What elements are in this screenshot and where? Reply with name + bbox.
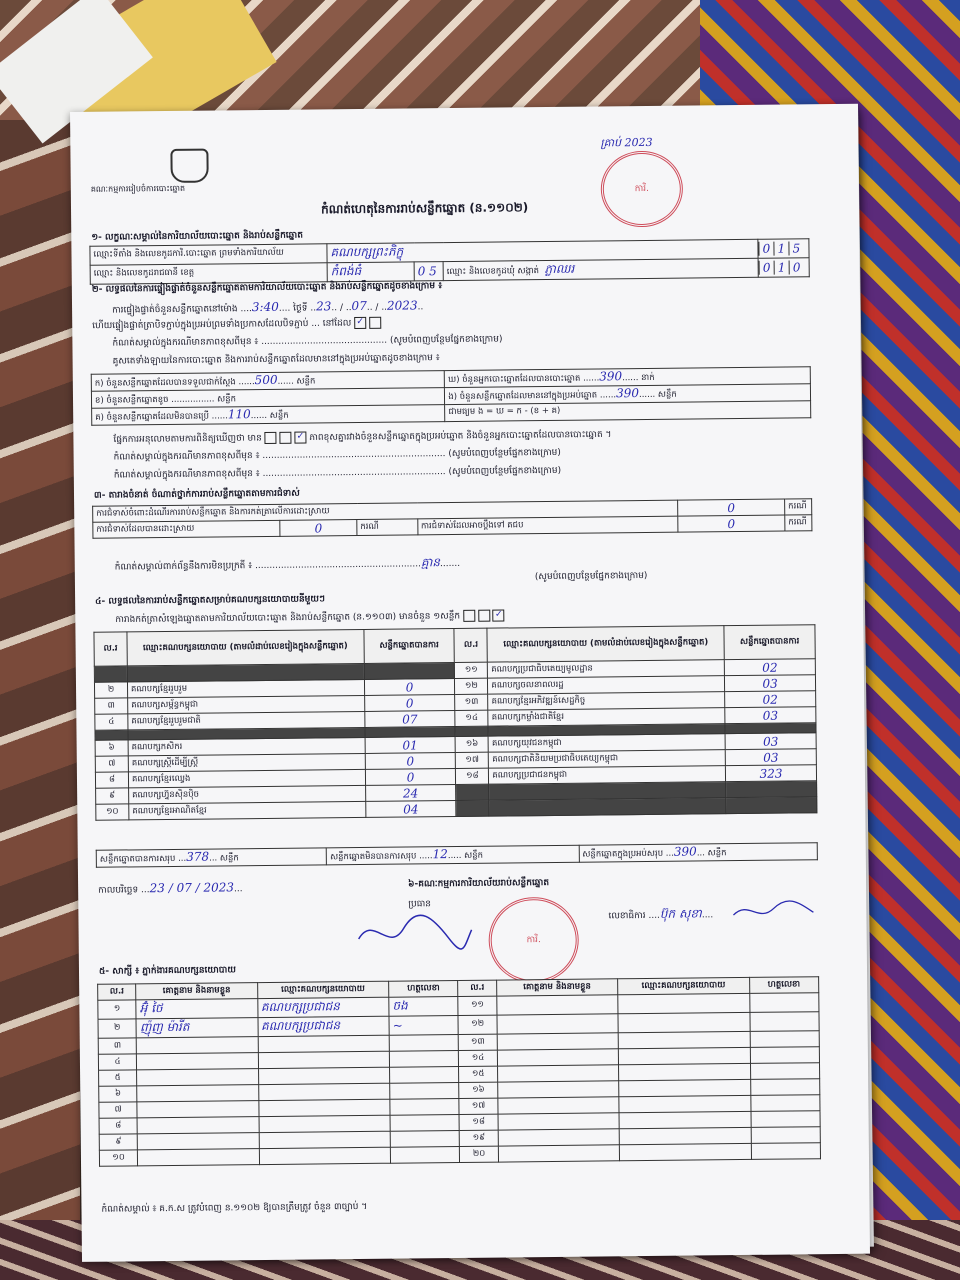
witness-empty-cell (618, 1012, 750, 1032)
witness-party (259, 1115, 391, 1132)
witness-party (258, 1067, 390, 1084)
witness-no: ៦ (99, 1086, 137, 1102)
witness-sig (390, 1082, 460, 1099)
station-table (89, 238, 809, 285)
witness-sig: ចង (389, 996, 459, 1016)
party-no: ១៦ (455, 736, 488, 752)
witness-party (259, 1147, 391, 1164)
party-votes: 0 (365, 752, 456, 769)
witness-no: ៣ (98, 1038, 136, 1054)
party-no: ១០ (96, 804, 129, 820)
party-name: គណបក្សចលនាពលរដ្ឋ (488, 676, 725, 694)
witness-empty-cell (497, 1049, 618, 1066)
witness-sig (389, 1050, 459, 1067)
witness-party (258, 1083, 390, 1100)
party-name: គណបក្សកម្លាំងជាតិខ្មែរ (488, 708, 725, 726)
witness-empty-cell (618, 1047, 750, 1064)
party-name: គណបក្សប្រជាធិបតេយ្យមូលដ្ឋាន (488, 660, 725, 678)
total-valid: សន្លឹកឆ្នោតបានការសរុប ...378... សន្លឹក (96, 848, 326, 867)
witness-no: ៩ (99, 1134, 137, 1150)
witness-no: ១៧ (459, 1098, 497, 1114)
party-votes: 01 (365, 736, 456, 753)
witness-no: ១៦ (459, 1082, 497, 1098)
reason-note-1: កំណត់សម្គាល់ក្នុងករណីមានភាពខុសពីមុន ៖ ................................................................ (សូមបំពេញបន្ថែមផ្នែកខាងក្រោម) (113, 447, 561, 463)
witness-empty-cell (497, 1033, 618, 1050)
witness-empty-cell (751, 1127, 821, 1144)
background-left (0, 120, 80, 1280)
witness-no: ៤ (98, 1054, 136, 1070)
month-value: 07 (351, 298, 367, 314)
witness-table: ល.រ គោត្តនាម និងនាមខ្លួន ឈ្មោះគណបក្សនយោបាយ ហត្ថលេខា ល.រ គោត្តនាម និងនាមខ្លួន ឈ្មោះគណបក្សនយោបាយ ហត្ថលេខា ១ អ៊ុំ ថៃ គណបក្សប្រជាជន ចង ១១ ២ ញ៉ុញ ម៉ារីត គណបក្សប្រជាជន ~ ១២ ៣ ១៣ ៤ ១៤ ៥ ១៥ ៦ ១៦ ៧ ១៧ ៨ ១៨ ៩ ១៩ ១០ ២០ (97, 976, 821, 1167)
witness-empty-cell (497, 995, 618, 1015)
secretary-label: លេខាធិការ ....ប៊ុក សុខា.... (608, 906, 714, 922)
reason-line: ផ្នែកការអនុលោមតាមការពិនិត្យឃើញថា មាន ✓ ភាពខុសគ្នារវាងចំនួនសន្លឹកឆ្នោតក្នុងប្រអប់ឆ្នោត និងចំនួនអ្នកបោះឆ្នោតដែលបានបោះឆ្នោត ។ (113, 429, 612, 446)
witness-empty-cell (497, 1081, 618, 1098)
objection-table: ការជំទាស់ចំពោះដំណើរការរាប់សន្លឹកឆ្នោត និងការកត់ត្រាលើការដោះស្រាយ 0 ករណី ការជំទាស់ដែលបានដោះស្រាយ 0 ករណី ការជំទាស់ដែលអាចប្តឹងទៅ គជប 0 ករណី (92, 498, 812, 539)
witness-empty-cell (498, 1129, 619, 1146)
witness-empty-cell (751, 1143, 821, 1160)
chair-label: ប្រធាន (408, 899, 432, 910)
witness-party: គណបក្សប្រជាជន (258, 1016, 390, 1036)
witness-empty-cell (618, 1063, 750, 1080)
witness-empty-cell (750, 1063, 820, 1080)
document-sheet (70, 104, 870, 1262)
section-3-title: ៣- តារាងចំនាត់ ចំណាត់ថ្នាក់ការរាប់សន្លឹកឆ្នោតតាមការជំទាស់ (93, 488, 300, 501)
doc-title: កំណត់ហេតុនៃការរាប់សន្លឹកឆ្នោត (ន.១១០២) (320, 200, 529, 217)
party-votes: 02 (724, 659, 815, 676)
total-box: សន្លឹកឆ្នោតក្នុងប្រអប់សរុប ...390... សន្លឹក (579, 843, 818, 862)
calc-formula: ជាមធ្យម ង = ឃ = ក - (ខ + គ) (445, 401, 811, 422)
witness-name (138, 1133, 259, 1150)
party-votes: 02 (725, 691, 816, 708)
witness-sig: ~ (389, 1015, 459, 1035)
witness-no: ១៨ (459, 1114, 497, 1130)
witness-empty-cell (497, 1014, 618, 1034)
emblem-icon (170, 149, 208, 183)
witness-name (137, 1069, 258, 1086)
witness-empty-cell (618, 993, 750, 1013)
witness-name (137, 1117, 258, 1134)
station-label: ឈ្មោះទីតាំង និងលេខកូដការិ.បោះឆ្នោត ព្រមទាំងការិយាល័យ (90, 244, 327, 265)
party-name: គណបក្សស្ត្រីដើម្បីស្ត្រី (128, 753, 365, 771)
objection-row-1-label: ការជំទាស់ចំពោះដំណើរការរាប់សន្លឹកឆ្នោត និងការកត់ត្រាលើការដោះស្រាយ (93, 500, 678, 522)
section-1-title: ១- លក្ខណៈសម្គាល់នៃការិយាល័យបោះឆ្នោត និងរាប់សន្លឹកឆ្នោត (91, 230, 303, 243)
party-name: គណបក្សប្រជាជនកម្ពុជា (489, 766, 726, 784)
party-votes: 07 (364, 710, 455, 727)
party-votes: 0 (364, 679, 455, 696)
commission-label: ៦-គណៈកម្មការការិយាល័យរាប់សន្លឹកឆ្នោត (408, 878, 550, 890)
witness-name (137, 1037, 258, 1054)
party-no: ១១ (455, 662, 488, 678)
witness-party (259, 1131, 391, 1148)
party-no: ២ (94, 682, 127, 698)
objection-row-2-value: 0 (280, 520, 357, 537)
top-stamp: ការិ. (600, 151, 683, 228)
party-votes: 03 (725, 707, 816, 724)
section-2-title: ២- លទ្ធផលនៃការផ្ទៀងផ្ទាត់ចំនួនសន្លឹកឆ្នោតតាមការិយាល័យបោះឆ្នោត និងរាប់សន្លឹកឆ្នោតដូចខាងក្រោម ៖ (91, 281, 443, 295)
witness-empty-cell (619, 1143, 751, 1160)
party-name: គណបក្សខ្មែរឈ្វេង (128, 769, 365, 787)
party-votes-table: ល.រ ឈ្មោះគណបក្សនយោបាយ (តាមលំដាប់លេខរៀងក្នុងសន្លឹកឆ្នោត) សន្លឹកឆ្នោតបានការ ល.រ ឈ្មោះគណបក្សនយោបាយ (តាមលំដាប់លេខរៀងក្នុងសន្លឹកឆ្នោត) សន្លឹកឆ្នោតបានការ ១១ គណបក្សប្រជាធិបតេយ្យមូលដ្ឋាន 02 ២ គណបក្សខ្មែររួបរួម 0 ១២ គណបក្សចលនាពលរដ្ឋ 03 ៣ គណបក្សសម្ព័ន្ធកម្ពុជា 0 ១៣ គណបក្សខ្មែរអភិវឌ្ឍន៍សេដ្ឋកិច្ច 02 ៤ គណបក្សខ្មែររួបរួមជាតិ 07 ១៤ គណបក្សកម្លាំងជាតិខ្មែរ 03 ៦ គណបក្សកសិករ 01 ១៦ គណបក្សយុវជនកម្ពុជា 03 ៧ គណបក្សស្ត្រីដើម្បីស្ត្រី 0 ១៧ គណបក្សជាតិនិយមប្រជាធិបតេយ្យកម្ពុជា 03 ៨ គណបក្សខ្មែរឈ្វេង 0 ១៨ គណបក្សប្រជាជនកម្ពុជា 323 ៩ គណបក្សហ្វ៊ុនស៊ិនប៉ិច 24 ១០ គណបក្សខ្មែរអាណិតខ្មែរ 04 (93, 624, 817, 821)
party-votes: 04 (365, 800, 456, 817)
witness-no: ១៤ (459, 1050, 497, 1066)
remark-line: កំណត់សម្គាល់ពាក់ព័ន្ធនឹងការមិនប្រក្រតី ៖ ..........................................................គ្មាន....... (114, 555, 461, 573)
party-no: ៩ (96, 788, 129, 804)
seal-note-line: ហើយផ្ទៀងផ្ទាត់ត្រាបិទភ្ជាប់ក្នុងប្រអប់ព្រមទាំងប្រកាសដែលបិទភ្ជាប់ ... នៅដែល ✓ (92, 317, 381, 334)
party-name: គណបក្សកសិករ (128, 737, 365, 755)
witness-no: ១១ (458, 996, 497, 1015)
witness-empty-cell (498, 1145, 619, 1162)
witness-name: អ៊ុំ ថៃ (136, 999, 257, 1019)
province-label: ឈ្មោះ និងលេខកូដរាជធានី ខេត្ត (90, 263, 327, 284)
party-no (456, 784, 489, 800)
calc-c: គ) ចំនួនសន្លឹកឆ្នោតដែលមិនបានប្រើ ......110...... សន្លឹក (92, 405, 445, 426)
province-name: កំពង់ធំ (327, 262, 414, 282)
objection-row-1-value: 0 (678, 499, 785, 516)
calc-e-value: 390 (615, 386, 640, 401)
party-name: គណបក្សខ្មែររួបរួមជាតិ (128, 711, 365, 729)
commission-stamp: ការិ. (488, 897, 579, 984)
made-date: កាលបរិច្ឆេទ ...23 / 07 / 2023... (98, 880, 243, 896)
total-invalid-value: 12 (432, 847, 448, 862)
party-name: គណបក្សខ្មែរអភិវឌ្ឍន៍សេដ្ឋកិច្ច (488, 692, 725, 710)
commune-name: ភ្លាឈរ (544, 261, 575, 277)
year-value: 2023 (386, 298, 418, 313)
witness-empty-cell (618, 1031, 750, 1048)
witness-no: ៥ (99, 1070, 137, 1086)
party-votes: 323 (725, 765, 816, 782)
witness-party: គណបក្សប្រជាជន (257, 997, 389, 1017)
witness-sig (390, 1114, 460, 1131)
corner-note: គ្រាប់ 2023 (600, 135, 653, 150)
witness-empty-cell (498, 1113, 619, 1130)
witness-empty-cell (619, 1127, 751, 1144)
party-name: គណបក្សជាតិនិយមប្រជាធិបតេយ្យកម្ពុជា (489, 750, 726, 768)
commune-cell: ឈ្មោះ និងលេខកូដឃុំ សង្កាត់ ភ្លាឈរ (443, 258, 758, 280)
witness-party (258, 1035, 390, 1052)
chair-signature (353, 908, 474, 959)
witness-no: ២០ (460, 1146, 498, 1162)
seal-uncheck-box (369, 317, 381, 329)
total-valid-value: 378 (186, 849, 210, 864)
witness-no: ៧ (99, 1102, 137, 1118)
party-no: ៦ (95, 740, 128, 756)
party-no: ៣ (95, 698, 128, 714)
day-value: 23 (315, 299, 332, 314)
calc-table (91, 366, 812, 426)
witness-empty-cell (619, 1079, 751, 1096)
party-votes: 24 (365, 784, 456, 801)
calc-d-value: 390 (599, 369, 623, 384)
witness-party (258, 1099, 390, 1116)
party-name: គណបក្សហ្វ៊ុនស៊ិនប៉ិច (129, 785, 366, 803)
remark-value: គ្មាន (420, 555, 441, 570)
witness-sig (390, 1130, 460, 1147)
calc-a: ក) ចំនួនសន្លឹកឆ្នោតដែលបានទទួលជាក់ស្តែង ......500...... សន្លឹក (91, 371, 444, 392)
party-name: គណបក្សយុវជនកម្ពុជា (488, 734, 725, 752)
party-votes (726, 797, 817, 814)
section-5-title: ៥- សាក្សី ៖ ភ្នាក់ងារគណបក្សនយោបាយ (98, 965, 236, 977)
party-no: ១៨ (456, 768, 489, 784)
party-no: ១២ (455, 678, 488, 694)
question-line: កំណត់សម្គាល់ក្នុងករណីមានភាពខុសពីមុន ៖ ............................................ (សូមបំពេញបន្ថែមផ្នែកខាងក្រោម) (112, 334, 503, 349)
witness-empty-cell (750, 1031, 820, 1048)
party-votes (364, 663, 455, 680)
calc-a-value: 500 (254, 372, 278, 388)
total-box-value: 390 (673, 844, 697, 859)
party-no: ៤ (95, 714, 128, 730)
calc-b: ខ) ចំនួនសន្លឹកឆ្នោតខូច ................ សន្លឹក (91, 388, 444, 409)
section-4-subtitle: ការាងកត់ត្រាសំឡេងឆ្នោតតាមការិយាល័យបោះឆ្នោត និងរាប់សន្លឹកឆ្នោត (ន.១១០៣) មានចំនួន ១សន្លឹក ✓ (115, 609, 505, 627)
witness-no: ១៩ (460, 1130, 498, 1146)
witness-empty-cell (619, 1111, 751, 1128)
witness-sig (390, 1066, 460, 1083)
witness-empty-cell (750, 1047, 820, 1064)
totals-table (96, 842, 818, 868)
remark-hint: (សូមបំពេញបន្ថែមផ្នែកខាងក្រោម) (534, 570, 648, 583)
objection-row-2-label: ការជំទាស់ដែលបានដោះស្រាយ (93, 520, 280, 538)
witness-empty-cell (749, 1012, 819, 1032)
party-no: ១៣ (455, 694, 488, 710)
witness-no: ១៥ (459, 1066, 497, 1082)
witness-name (138, 1149, 259, 1166)
witness-no: ១២ (458, 1015, 497, 1034)
time-line: ការផ្ទៀងផ្ទាត់ចំនួនសន្លឹកឆ្នោតនៅម៉ោង ....3:40.... ថ្ងៃទី ..23.. / ..07.. / ..2023.. (112, 298, 424, 316)
witness-no: ៨ (99, 1118, 137, 1134)
witness-empty-cell (497, 1065, 618, 1082)
witness-empty-cell (751, 1111, 821, 1128)
made-date-value: 23 / 07 / 2023 (149, 880, 235, 896)
witness-name: ញ៉ុញ ម៉ារីត (136, 1018, 257, 1038)
witness-name (137, 1101, 258, 1118)
witness-empty-cell (750, 1079, 820, 1096)
party-no (94, 666, 127, 682)
party-votes: 0 (364, 695, 455, 712)
party-votes (726, 781, 817, 798)
witness-party (258, 1051, 390, 1068)
commune-code: 0 1 0 (758, 258, 809, 278)
objection-row-2b-value: 0 (678, 515, 785, 532)
witness-empty-cell (619, 1095, 751, 1112)
calc-c-value: 110 (227, 407, 251, 422)
party-name: គណបក្សសម្ព័ន្ធកម្ពុជា (128, 695, 365, 713)
section-4-title: ៤- លទ្ធផលនៃការរាប់សន្លឹកឆ្នោតសម្រាប់គណបក្សនយោបាយនីមួយៗ (95, 594, 325, 607)
party-votes: 03 (725, 733, 816, 750)
total-invalid: សន្លឹកឆ្នោតមិនបានការសរុប .....12..... សន្លឹក (326, 845, 578, 865)
seal-check-box: ✓ (354, 317, 366, 329)
party-no (95, 730, 128, 740)
party-no (456, 800, 489, 816)
calc-d: ឃ) ចំនួនអ្នកបោះឆ្នោតដែលបានបោះឆ្នោត ......390...... នាក់ (445, 367, 811, 388)
witness-no: ១៣ (459, 1034, 497, 1050)
witness-empty-cell (749, 993, 819, 1013)
party-no: ៧ (95, 756, 128, 772)
province-code: 0 5 (414, 262, 443, 281)
station-code: 0 1 5 (758, 239, 809, 259)
footer-note: កំណត់សម្គាល់ ៖ គ.ក.ស ត្រូវបំពេញ ន.១១០២ ឱ្យបានត្រឹមត្រូវ ចំនួន ៣ច្បាប់ ។ (101, 1201, 368, 1215)
witness-name (137, 1053, 258, 1070)
witness-no: ២ (98, 1019, 137, 1038)
calc-intro: គូសតេទាំងឡាយនៃការបោះឆ្នោត និងការរាប់សន្លឹកឆ្នោតដែលមាននៅក្នុងប្រអប់ឆ្នោតដូចខាងក្រោម ៖ (112, 353, 440, 367)
objection-row-2b-label: ការជំទាស់ដែលអាចប្តឹងទៅ គជប (417, 516, 678, 535)
secretary-signature (728, 894, 818, 925)
witness-empty-cell (498, 1097, 619, 1114)
party-votes: 03 (725, 749, 816, 766)
station-name: គណបក្សព្រះភិក្ខុ (327, 239, 758, 263)
ministry-name: គណៈកម្មការរៀបចំការបោះឆ្នោត (90, 183, 186, 194)
party-name (489, 798, 726, 816)
party-votes: 0 (365, 768, 456, 785)
time-value: 3:40 (251, 299, 279, 315)
reason-note-2: កំណត់សម្គាល់ក្នុងករណីមានភាពខុសពីមុន ៖ ................................................................ (សូមបំពេញបន្ថែមផ្នែកខាងក្រោម) (113, 465, 562, 481)
party-no: ១៤ (455, 710, 488, 726)
witness-no: ១០ (99, 1150, 137, 1166)
calc-e: ង) ចំនួនសន្លឹកឆ្នោតដែលមាននៅក្នុងប្រអប់ឆ្នោត ......390...... សន្លឹក (445, 384, 811, 405)
witness-sig (389, 1034, 459, 1051)
party-name: គណបក្សខ្មែររួបរួម (127, 679, 364, 697)
party-name: គណបក្សខ្មែរអាណិតខ្មែរ (129, 801, 366, 819)
witness-no: ១ (98, 1000, 137, 1019)
witness-sig (390, 1146, 460, 1163)
witness-empty-cell (750, 1095, 820, 1112)
party-no: ៨ (95, 772, 128, 788)
party-no: ១៧ (456, 752, 489, 768)
party-no (455, 726, 488, 736)
party-votes: 03 (725, 675, 816, 692)
secretary-name: ប៊ុក សុខា (659, 906, 702, 921)
witness-sig (390, 1098, 460, 1115)
witness-name (137, 1085, 258, 1102)
